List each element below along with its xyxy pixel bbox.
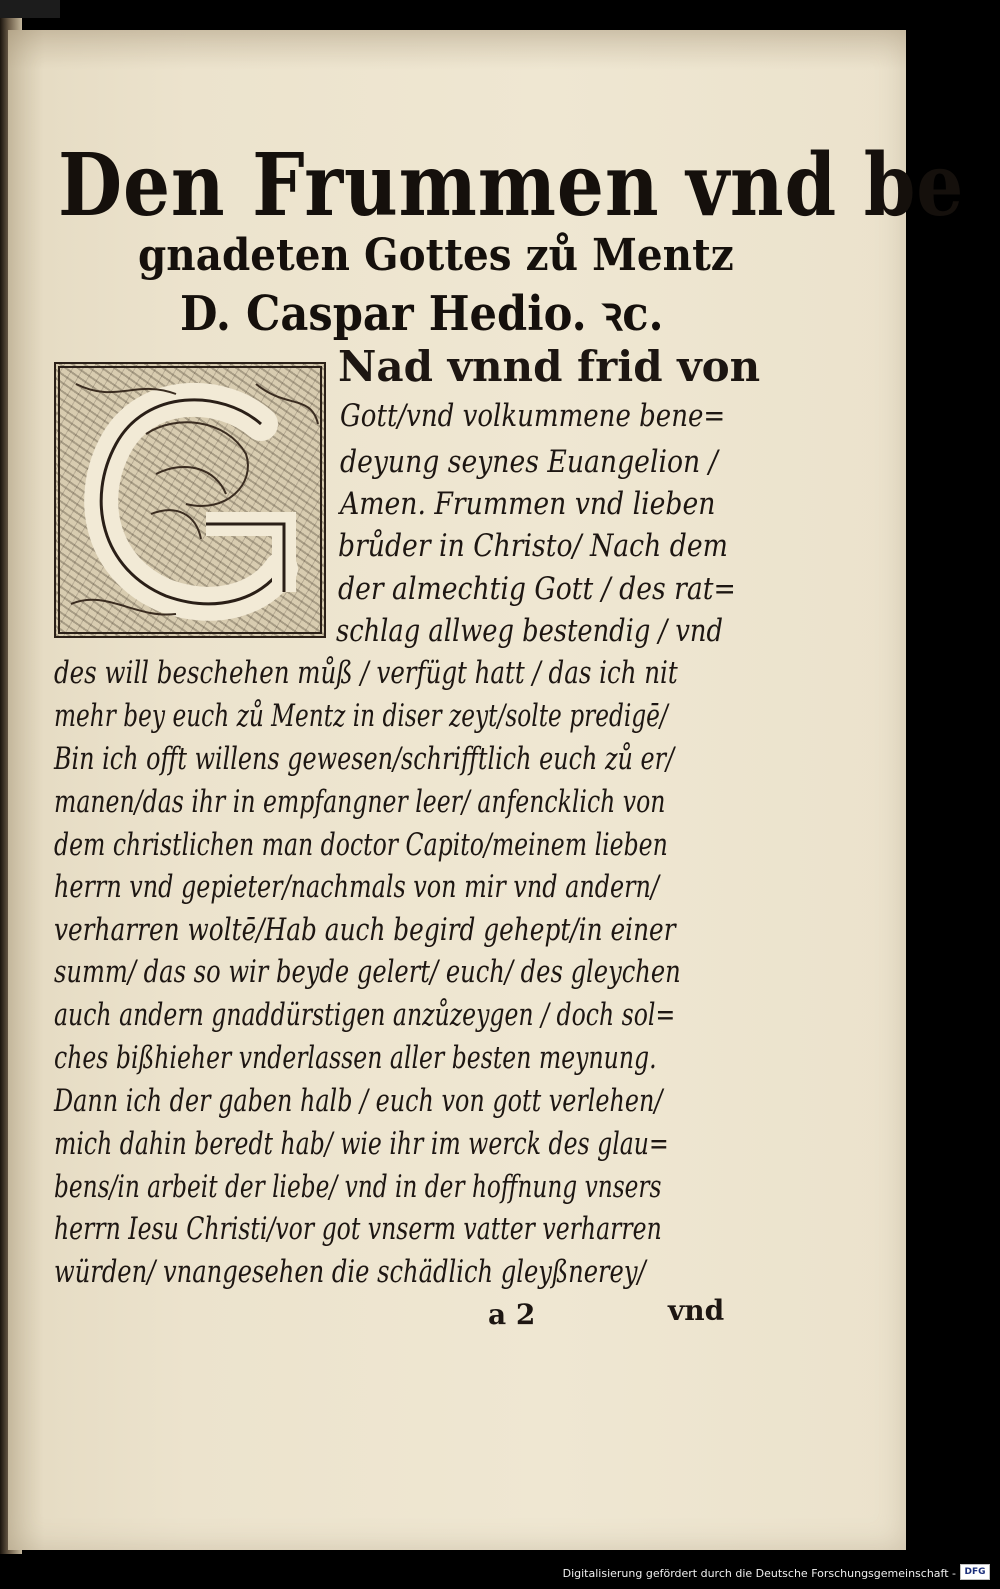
body-line: mich dahin beredt hab/ wie ihr im werck des glau= xyxy=(54,1126,669,1162)
body-line: herrn vnd gepieter/nachmals von mir vnd andern/ xyxy=(54,869,659,905)
catchword: vnd xyxy=(668,1294,725,1327)
initial-g-icon xyxy=(56,364,324,636)
heading-line-1: Den Frummen vnd be xyxy=(58,135,965,236)
scan-corner xyxy=(0,0,60,18)
body-line: summ/ das so wir beyde gelert/ euch/ des gleychen xyxy=(54,954,681,990)
body-line: des will beschehen můß / verfügt hatt / das ich nit xyxy=(54,655,678,691)
body-line: Gott/vnd volkummene bene= xyxy=(340,398,726,434)
dfg-logo: DFG xyxy=(960,1564,990,1580)
body-line: ches bißhieher vnderlassen aller besten meynung. xyxy=(54,1040,657,1076)
body-line: deyung seynes Euangelion / xyxy=(340,444,718,480)
body-line: Dann ich der gaben halb / euch von gott verlehen/ xyxy=(54,1083,663,1119)
body-line: würden/ vnangesehen die schädlich gleyßnerey/ xyxy=(54,1254,646,1290)
footer-credit: Digitalisierung gefördert durch die Deutsche Forschungsgemeinschaft - xyxy=(562,1567,956,1580)
paper-sheet xyxy=(8,30,965,1550)
body-line: schlag allweg bestendig / vnd xyxy=(336,613,723,649)
body-line: manen/das ihr in empfangner leer/ anfencklich von xyxy=(54,784,666,820)
body-line: auch andern gnaddürstigen anzůzeygen / doch sol= xyxy=(54,997,676,1033)
body-line: Amen. Frummen vnd lieben xyxy=(340,486,716,522)
body-line: herrn Iesu Christi/vor got vnserm vatter verharren xyxy=(54,1211,662,1247)
decorated-initial-g-image xyxy=(54,362,326,638)
heading-line-2: gnadeten Gottes zů Mentz xyxy=(138,230,734,281)
body-line: brůder in Christo/ Nach dem xyxy=(338,528,728,564)
body-line: mehr bey euch zů Mentz in diser zeyt/solte predigē/ xyxy=(54,698,668,734)
body-line: der almechtig Gott / des rat= xyxy=(338,571,736,607)
body-line: Nad vnnd frid von xyxy=(338,342,761,391)
body-line: bens/in arbeit der liebe/ vnd in der hoffnung vnsers xyxy=(54,1169,662,1205)
signature-mark: a 2 xyxy=(488,1298,536,1331)
heading-line-3: D. Caspar Hedio. ꝛc. xyxy=(180,286,664,342)
body-line: verharren woltē/Hab auch begird gehept/in einer xyxy=(54,912,676,948)
body-line: dem christlichen man doctor Capito/meinem lieben xyxy=(54,827,668,863)
body-line: Bin ich offt willens gewesen/schrifftlich euch zů er/ xyxy=(54,741,675,777)
text-block xyxy=(8,30,965,1550)
